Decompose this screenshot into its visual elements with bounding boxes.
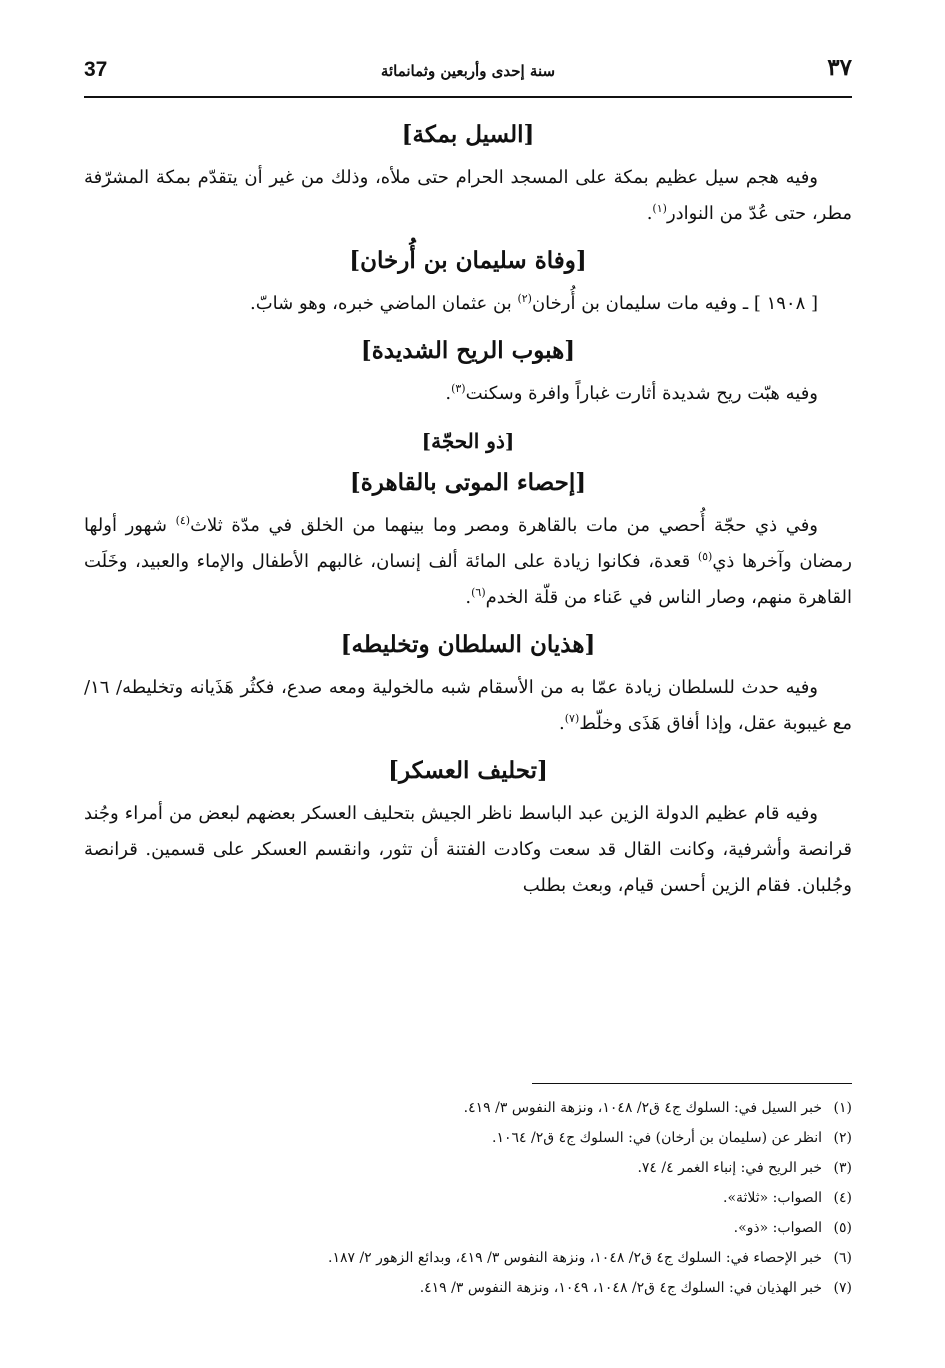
footnote-number: (١)	[833, 1100, 852, 1116]
section-heading: [وفاة سليمان بن أُرخان]	[349, 247, 587, 274]
footnote	[84, 1273, 852, 1303]
section-heading: [هبوب الريح الشديدة]	[360, 337, 576, 364]
footnote	[84, 1153, 852, 1183]
header-rule	[84, 96, 852, 98]
footnote-ref[interactable]: (٥)	[697, 550, 713, 563]
paragraph: وفيه حدث للسلطان زيادة عمّا به من الأسقام شبه مالخولية ومعه صدع، فكثُر هَذَيانه وتخليطه/ ١٦/ مع غيبوبة عقل، وإذا أفاق هَذَى وخلّط$^{(٧)}$.	[84, 677, 852, 734]
section-heading: [هذيان السلطان وتخليطه]	[340, 631, 596, 658]
paragraph: وفي ذي حجّة أُحصي من مات بالقاهرة ومصر وما بينهما من الخلق في مدّة ثلاث$^{(٤)}$ شهور أولها رمضان وآخرها ذي$^{(٥)}$ قعدة، فكانوا زيادة على المائة ألف إنسان، غالبهم الأطفال والإماء والعبيد، وخَلَت القاهرة منهم، وصار الناس في عَناء من قلّة الخدم$^{(٦)}$.	[84, 514, 852, 608]
month-heading: [ذو الحجّة]	[421, 429, 515, 453]
footnote	[84, 1093, 852, 1123]
main-text	[84, 110, 852, 916]
page-number-latin: 37	[84, 58, 108, 81]
paragraph: وفيه قام عظيم الدولة الزين عبد الباسط ناظر الجيش بتحليف العسكر بعضهم لبعض من أمراء وجُند قرانصة وأشرفية، وكانت القال قد سعت وكادت الفتنة أن تثور، وانقسم العسكر على قسمين. قرانصة وجُلبان. فقام الزين أحسن قيام، وبعث بطلب	[84, 803, 852, 896]
footnote-text: خبر الريح في: إنباء الغمر ٤/ ٧٤.	[637, 1160, 822, 1176]
footnote-ref[interactable]: (١)	[652, 202, 667, 215]
footnote-number: (٥)	[833, 1220, 852, 1236]
footnote-text: انظر عن (سليمان بن أرخان) في: السلوك ج٤ ق٢/ ١٠٦٤.	[492, 1130, 822, 1146]
footnotes	[84, 1093, 852, 1303]
footnote-number: (٦)	[833, 1250, 852, 1266]
footnote	[84, 1183, 852, 1213]
footnote-text: الصواب: «ذو».	[733, 1220, 822, 1236]
footnote-ref[interactable]: (٢)	[517, 292, 532, 305]
footnote-text: خبر الإحصاء في: السلوك ج٤ ق٢/ ١٠٤٨، ونزهة النفوس ٣/ ٤١٩، وبدائع الزهور ٢/ ١٨٧.	[327, 1250, 822, 1266]
footnote-number: (٢)	[833, 1130, 852, 1146]
footnote-text: خبر السيل في: السلوك ج٤ ق٢/ ١٠٤٨، ونزهة النفوس ٣/ ٤١٩.	[463, 1100, 822, 1116]
footnote	[84, 1123, 852, 1153]
footnote-ref[interactable]: (٤)	[175, 514, 191, 527]
page-header	[84, 52, 852, 96]
footnote-number: (٧)	[833, 1280, 852, 1296]
footnote	[84, 1243, 852, 1273]
section-heading: [السيل بمكة]	[401, 121, 535, 148]
footnote-number: (٣)	[833, 1160, 852, 1176]
section-heading: [تحليف العسكر]	[388, 757, 548, 784]
page-number-arabic: ٣٧	[827, 54, 852, 81]
footnote-rule	[532, 1083, 852, 1084]
paragraph: وفيه هجم سيل عظيم بمكة على المسجد الحرام حتى ملأه، وذلك من غير أن يتقدّم بمكة المشرّفة مطر، حتى عُدّ من النوادر$^{(١)}$.	[84, 167, 852, 224]
paragraph: [ ١٩٠٨ ] ـ وفيه مات سليمان بن أُرخان$^{(٢)}$ بن عثمان الماضي خبره، وهو شابّ.	[250, 292, 818, 314]
footnote-text: الصواب: «ثلاثة».	[723, 1190, 822, 1206]
footnote-ref[interactable]: (٣)	[451, 382, 466, 395]
running-title: سنة إحدى وأربعين وثمانمائة	[380, 62, 556, 80]
footnote-text: خبر الهذيان في: السلوك ج٤ ق٢/ ١٠٤٨، ١٠٤٩، ونزهة النفوس ٣/ ٤١٩.	[419, 1280, 822, 1296]
section-heading: [إحصاء الموتى بالقاهرة]	[349, 469, 587, 496]
footnote-number: (٤)	[833, 1190, 852, 1206]
footnote-ref[interactable]: (٦)	[471, 586, 486, 599]
footnote	[84, 1213, 852, 1243]
footnote-ref[interactable]: (٧)	[564, 712, 580, 725]
paragraph: وفيه هبّت ريح شديدة أثارت غباراً وافرة وسكنت$^{(٣)}$.	[445, 382, 818, 404]
